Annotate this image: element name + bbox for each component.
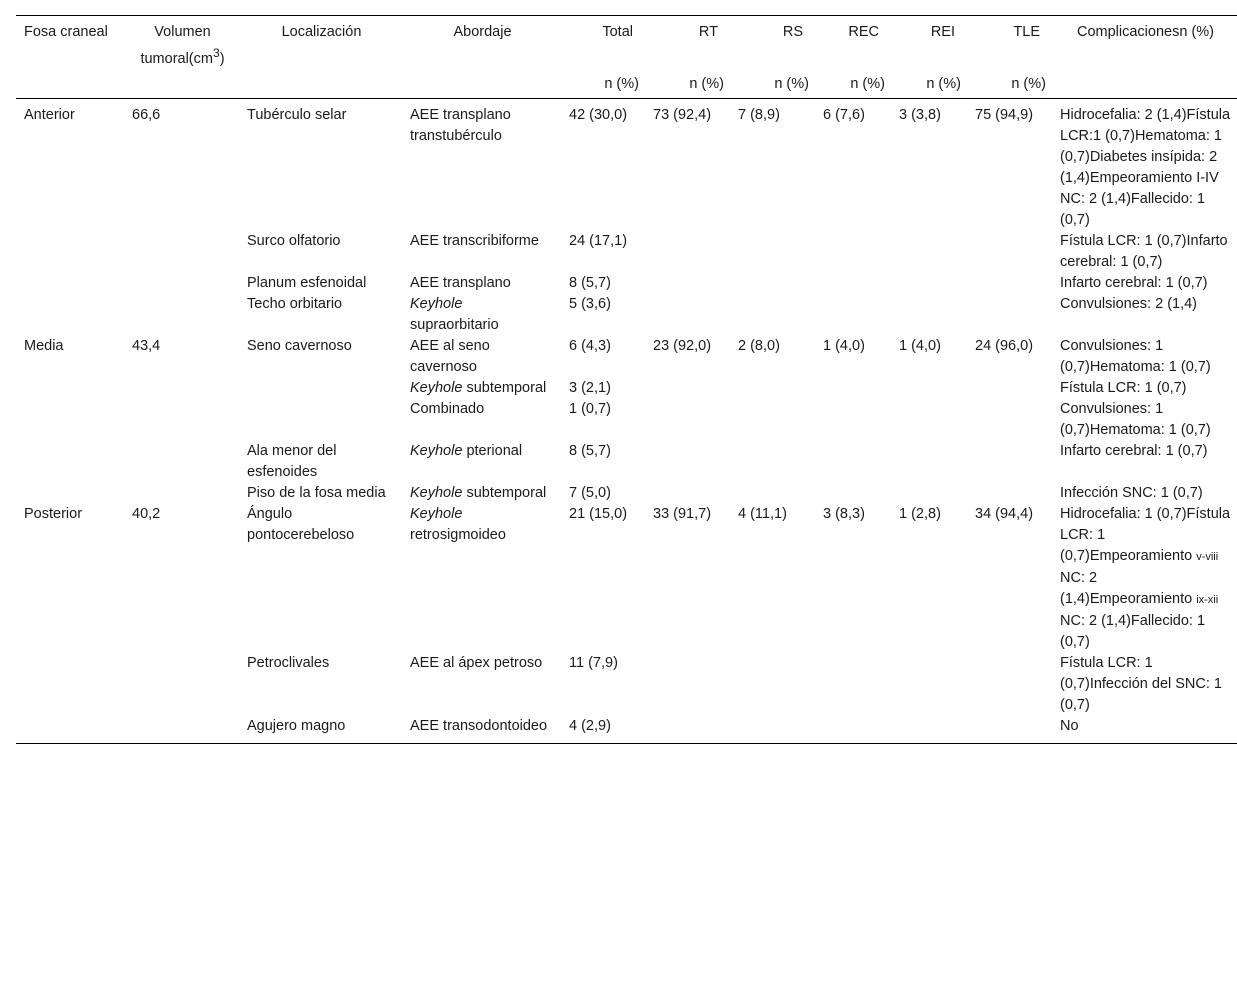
cell-total: 6 (4,3) [569,337,611,354]
table-row [16,399,1237,441]
cell-localizacion: Surco olfatorio [247,232,341,249]
header-localizacion: Localización [239,16,402,70]
cell-complicaciones: Fístula LCR: 1 (0,7) [1060,379,1187,396]
table-row [16,716,1237,744]
subheader-rec-npct: n (%) [815,70,891,99]
cell-rs: 4 (11,1) [738,505,787,522]
cell-tle: 75 (94,9) [975,106,1034,123]
cell-complicaciones: Convulsiones: 1 (0,7)Hematoma: 1 (0,7) [1060,400,1211,438]
cell-abordaje: Keyhole supraorbitario [410,295,499,333]
cell-abordaje: AEE transcribiforme [410,232,539,249]
subheader-rs-npct: n (%) [730,70,815,99]
cell-abordaje: Keyhole subtemporal [410,484,547,501]
table-row [16,441,1237,483]
header-complicaciones: Complicacionesn (%) [1052,16,1237,70]
cell-total: 24 (17,1) [569,232,628,249]
cell-complicaciones: Hidrocefalia: 2 (1,4)Fístula LCR:1 (0,7)Hematoma: 1 (0,7)Diabetes insípida: 2 (1,4)Empeoramiento I-IV NC: 2 (1,4)Fallecido: 1 (0,7) [1060,106,1231,228]
cell-abordaje: Keyhole pterional [410,442,523,459]
cell-complicaciones: Hidrocefalia: 1 (0,7)Fístula LCR: 1 (0,7)Empeoramiento v-viii NC: 2 (1,4)Empeoramiento ix-xii NC: 2 (1,4)Fallecido: 1 (0,7) [1060,505,1231,650]
cell-rei: 1 (4,0) [899,337,941,354]
cell-localizacion: Tubérculo selar [247,106,347,123]
cell-tle: 34 (94,4) [975,505,1034,522]
table-row [16,378,1237,399]
cell-rec: 6 (7,6) [823,106,865,123]
cell-complicaciones: Infarto cerebral: 1 (0,7) [1060,274,1208,291]
cell-complicaciones: Convulsiones: 2 (1,4) [1060,295,1198,312]
header-tle: TLE [967,16,1052,70]
cell-localizacion: Seno cavernoso [247,337,352,354]
cell-fosa: Posterior [24,505,83,522]
cell-localizacion: Ángulo pontocerebeloso [247,505,355,543]
header-abordaje: Abordaje [402,16,561,70]
cell-tle: 24 (96,0) [975,337,1034,354]
cell-localizacion: Ala menor del esfenoides [247,442,337,480]
cell-abordaje: AEE transplano [410,274,511,291]
cell-complicaciones: Infección SNC: 1 (0,7) [1060,484,1203,501]
results-table [16,15,1237,744]
subheader-rt-npct: n (%) [645,70,730,99]
cell-fosa: Anterior [24,106,75,123]
cell-complicaciones: No [1052,716,1237,744]
cell-rs: 7 (8,9) [738,106,780,123]
header-subrow [16,70,1237,99]
cell-volumen: 43,4 [132,337,161,354]
cell-abordaje: AEE al seno cavernoso [410,337,490,375]
header-rec: REC [815,16,891,70]
cell-abordaje: AEE transplano transtubérculo [410,106,511,144]
cell-rt: 23 (92,0) [653,337,712,354]
cell-localizacion: Planum esfenoidal [247,274,367,291]
table-row [16,336,1237,378]
cell-localizacion: Petroclivales [247,654,330,671]
cell-total: 42 (30,0) [569,106,628,123]
cell-total: 8 (5,7) [569,274,611,291]
cell-rec: 1 (4,0) [823,337,865,354]
cell-abordaje: AEE al ápex petroso [410,654,543,671]
cell-fosa: Media [24,337,64,354]
cell-rei: 3 (3,8) [899,106,941,123]
subheader-total-npct: n (%) [561,70,645,99]
cell-volumen: 40,2 [132,505,161,522]
cell-complicaciones: Fístula LCR: 1 (0,7)Infección del SNC: 1 (0,7) [1060,654,1222,713]
cell-rei: 1 (2,8) [899,505,941,522]
table-row [16,231,1237,273]
table-row [16,653,1237,716]
header-fosa: Fosa craneal [16,16,124,70]
cell-total: 21 (15,0) [569,505,628,522]
cell-abordaje: Combinado [410,400,485,417]
cell-total: 4 (2,9) [561,716,645,744]
header-volumen: Volumen $tumoral(cm^3)$ [124,16,239,70]
header-rs: RS [730,16,815,70]
table-row [16,273,1237,294]
cell-total: 1 (0,7) [569,400,611,417]
table-row [16,504,1237,653]
table-row [16,483,1237,504]
cell-rs: 2 (8,0) [738,337,780,354]
cell-total: 3 (2,1) [569,379,611,396]
cell-total: 8 (5,7) [569,442,611,459]
cell-abordaje: Keyhole retrosigmoideo [410,505,506,543]
cell-abordaje: Keyhole subtemporal [410,379,547,396]
cell-rt: 73 (92,4) [653,106,712,123]
cell-complicaciones: Convulsiones: 1 (0,7)Hematoma: 1 (0,7) [1060,337,1211,375]
table-row [16,294,1237,336]
cell-complicaciones: Infarto cerebral: 1 (0,7) [1060,442,1208,459]
header-row [16,16,1237,70]
cell-total: 5 (3,6) [569,295,611,312]
cell-volumen: 66,6 [132,106,161,123]
cell-localizacion: Techo orbitario [247,295,343,312]
subheader-tle-npct: n (%) [967,70,1052,99]
header-rei: REI [891,16,967,70]
cell-rec: 3 (8,3) [823,505,865,522]
cell-complicaciones: Fístula LCR: 1 (0,7)Infarto cerebral: 1 (0,7) [1060,232,1228,270]
cell-localizacion: Piso de la fosa media [247,484,386,501]
cell-total: 7 (5,0) [569,484,611,501]
table-row [16,98,1237,231]
header-total: Total [561,16,645,70]
cell-total: 11 (7,9) [569,654,618,671]
subheader-rei-npct: n (%) [891,70,967,99]
cell-abordaje: AEE transodontoideo [402,716,561,744]
cell-rt: 33 (91,7) [653,505,712,522]
header-rt: RT [645,16,730,70]
cell-localizacion: Agujero magno [239,716,402,744]
